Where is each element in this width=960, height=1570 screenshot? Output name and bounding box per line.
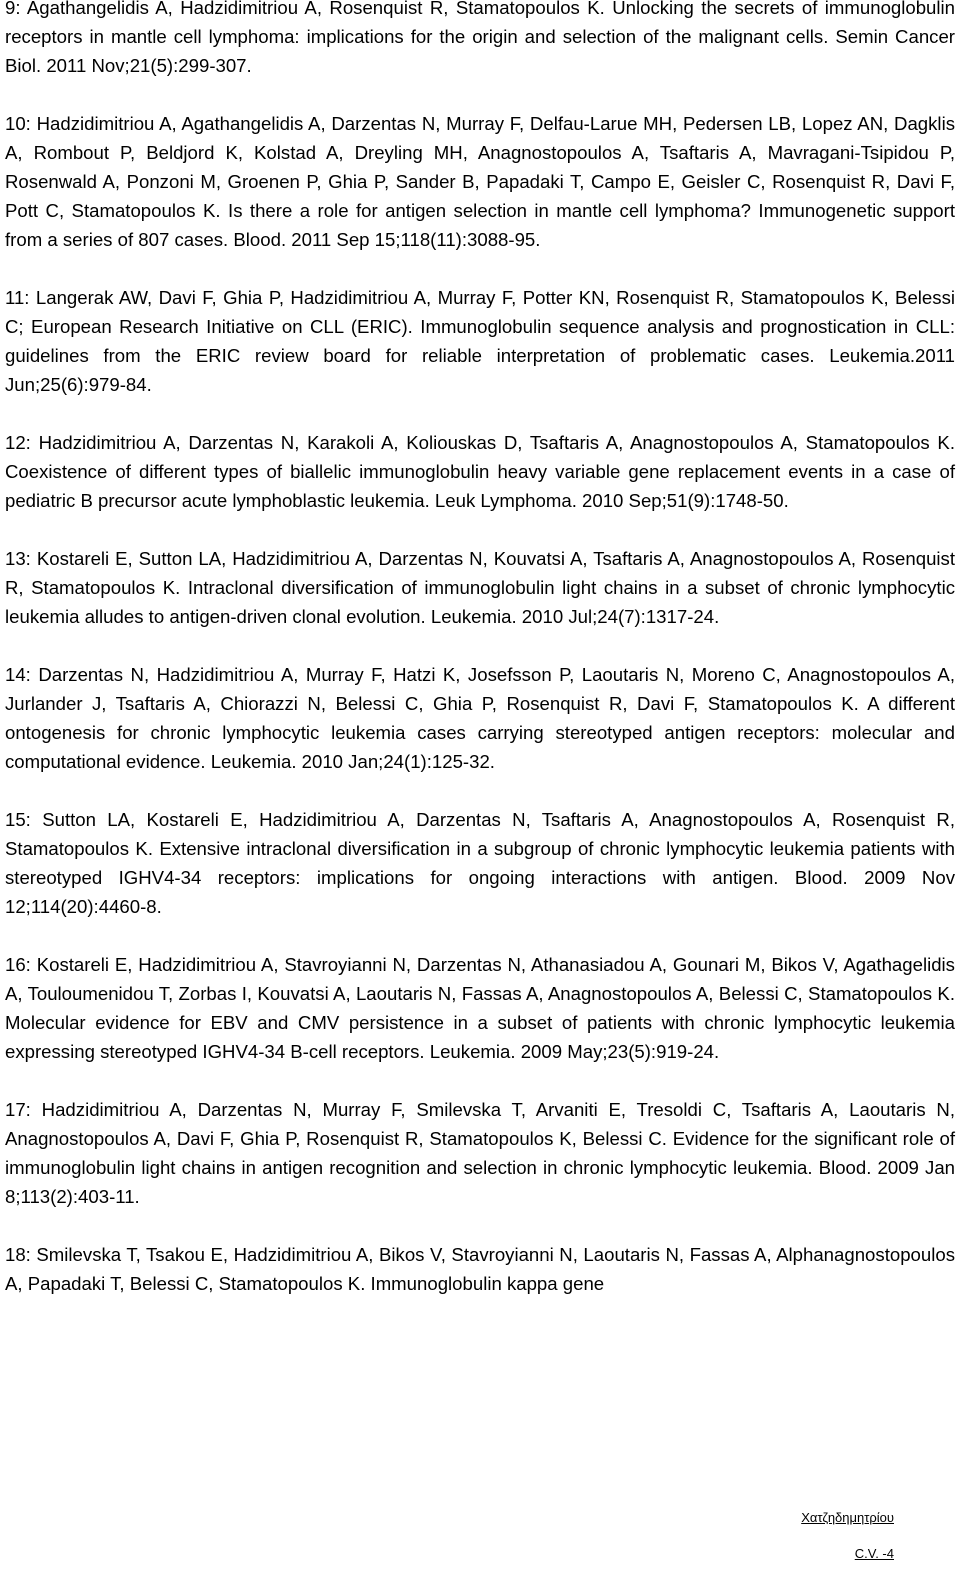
reference-number: 14:	[5, 664, 31, 685]
reference-item	[5, 0, 955, 80]
reference-item	[5, 109, 955, 254]
reference-text: Agathangelidis A, Hadzidimitriou A, Rosenquist R, Stamatopoulos K. Unlocking the secrets of immunoglobulin receptors in mantle cell lymphoma: implications for the origin and selection of the malignant cells. Semin Cancer Biol. 2011 Nov;21(5):299-307.	[5, 0, 956, 76]
reference-item	[5, 1095, 955, 1211]
reference-text: Hadzidimitriou A, Agathangelidis A, Darzentas N, Murray F, Delfau-Larue MH, Pedersen LB, Lopez AN, Dagklis A, Rombout P, Beldjord K, Kolstad A, Dreyling MH, Anagnostopoulos A, Tsaftaris A, Mavragani-Tsipidou P, Rosenwald A, Ponzoni M, Groenen P, Ghia P, Sander B, Papadaki T, Campo E, Geisler C, Rosenquist R, Davi F, Pott C, Stamatopoulos K. Is there a role for antigen selection in mantle cell lymphoma? Immunogenetic support from a series of 807 cases. Blood. 2011 Sep 15;118(11):3088-95.	[5, 113, 955, 250]
reference-text: Kostareli E, Hadzidimitriou A, Stavroyianni N, Darzentas N, Athanasiadou A, Gounari M, Bikos V, Agathagelidis A, Touloumenidou T, Zorbas I, Kouvatsi A, Laoutaris N, Fassas A, Anagnostopoulos A, Belessi C, Stamatopoulos K. Molecular evidence for EBV and CMV persistence in a subset of patients with chronic lymphocytic leukemia expressing stereotyped IGHV4-34 B-cell receptors. Leukemia. 2009 May;23(5):919-24.	[5, 954, 955, 1062]
reference-number: 10:	[5, 113, 31, 134]
reference-text: Sutton LA, Kostareli E, Hadzidimitriou A, Darzentas N, Tsaftaris A, Anagnostopoulos A, Rosenquist R, Stamatopoulos K. Extensive intraclonal diversification in a subgroup of chronic lymphocytic leukemia patients with stereotyped IGHV4-34 receptors: implications for ongoing interactions with antigen. Blood. 2009 Nov 12;114(20):4460-8.	[5, 809, 955, 917]
reference-item	[5, 950, 955, 1066]
reference-text: Darzentas N, Hadzidimitriou A, Murray F, Hatzi K, Josefsson P, Laoutaris N, Moreno C, Anagnostopoulos A, Jurlander J, Tsaftaris A, Chiorazzi N, Belessi C, Ghia P, Rosenquist R, Davi F, Stamatopoulos K. A different ontogenesis for chronic lymphocytic leukemia cases carrying stereotyped antigen receptors: molecular and computational evidence. Leukemia. 2010 Jan;24(1):125-32.	[5, 664, 955, 772]
reference-text: Smilevska T, Tsakou E, Hadzidimitriou A, Bikos V, Stavroyianni N, Laoutaris N, Fassas A, Alphanagnostopoulos A, Papadaki T, Belessi C, Stamatopoulos K. Immunoglobulin kappa gene	[5, 1244, 955, 1294]
reference-text: Hadzidimitriou A, Darzentas N, Murray F, Smilevska T, Arvaniti E, Tresoldi C, Tsaftaris A, Laoutaris N, Anagnostopoulos A, Davi F, Ghia P, Rosenquist R, Stamatopoulos K, Belessi C. Evidence for the significant role of immunoglobulin light chains in antigen recognition and selection in chronic lymphocytic leukemia. Blood. 2009 Jan 8;113(2):403-11.	[5, 1099, 956, 1207]
reference-text: Langerak AW, Davi F, Ghia P, Hadzidimitriou A, Murray F, Potter KN, Rosenquist R, Stamatopoulos K, Belessi C; European Research Initiative on CLL (ERIC). Immunoglobulin sequence analysis and prognostication in CLL: guidelines from the ERIC review board for reliable interpretation of problematic cases. Leukemia.2011 Jun;25(6):979-84.	[5, 287, 955, 395]
reference-number: 15:	[5, 809, 31, 830]
reference-text: Hadzidimitriou A, Darzentas N, Karakoli A, Koliouskas D, Tsaftaris A, Anagnostopoulos A, Stamatopoulos K. Coexistence of different types of biallelic immunoglobulin heavy variable gene replacement events in a case of pediatric B precursor acute lymphoblastic leukemia. Leuk Lymphoma. 2010 Sep;51(9):1748-50.	[5, 432, 955, 511]
reference-number: 16:	[5, 954, 31, 975]
reference-item	[5, 805, 955, 921]
reference-item	[5, 428, 955, 515]
reference-list	[5, 0, 955, 1327]
reference-item	[5, 544, 955, 631]
reference-item	[5, 1240, 955, 1298]
reference-text: Kostareli E, Sutton LA, Hadzidimitriou A, Darzentas N, Kouvatsi A, Tsaftaris A, Anagnostopoulos A, Rosenquist R, Stamatopoulos K. Intraclonal diversification of immunoglobulin light chains in a subset of chronic lymphocytic leukemia alludes to antigen-driven clonal evolution. Leukemia. 2010 Jul;24(7):1317-24.	[5, 548, 956, 627]
reference-number: 18:	[5, 1244, 31, 1265]
reference-item	[5, 283, 955, 399]
reference-number: 9:	[5, 0, 21, 18]
reference-number: 13:	[5, 548, 31, 569]
page-number: C.V. -4	[854, 1546, 894, 1561]
reference-number: 11:	[5, 287, 30, 308]
reference-number: 12:	[5, 432, 31, 453]
reference-item	[5, 660, 955, 776]
page-footer	[801, 1510, 894, 1562]
author-name: Χατζηδημητρίου	[801, 1510, 894, 1525]
reference-number: 17:	[5, 1099, 31, 1120]
